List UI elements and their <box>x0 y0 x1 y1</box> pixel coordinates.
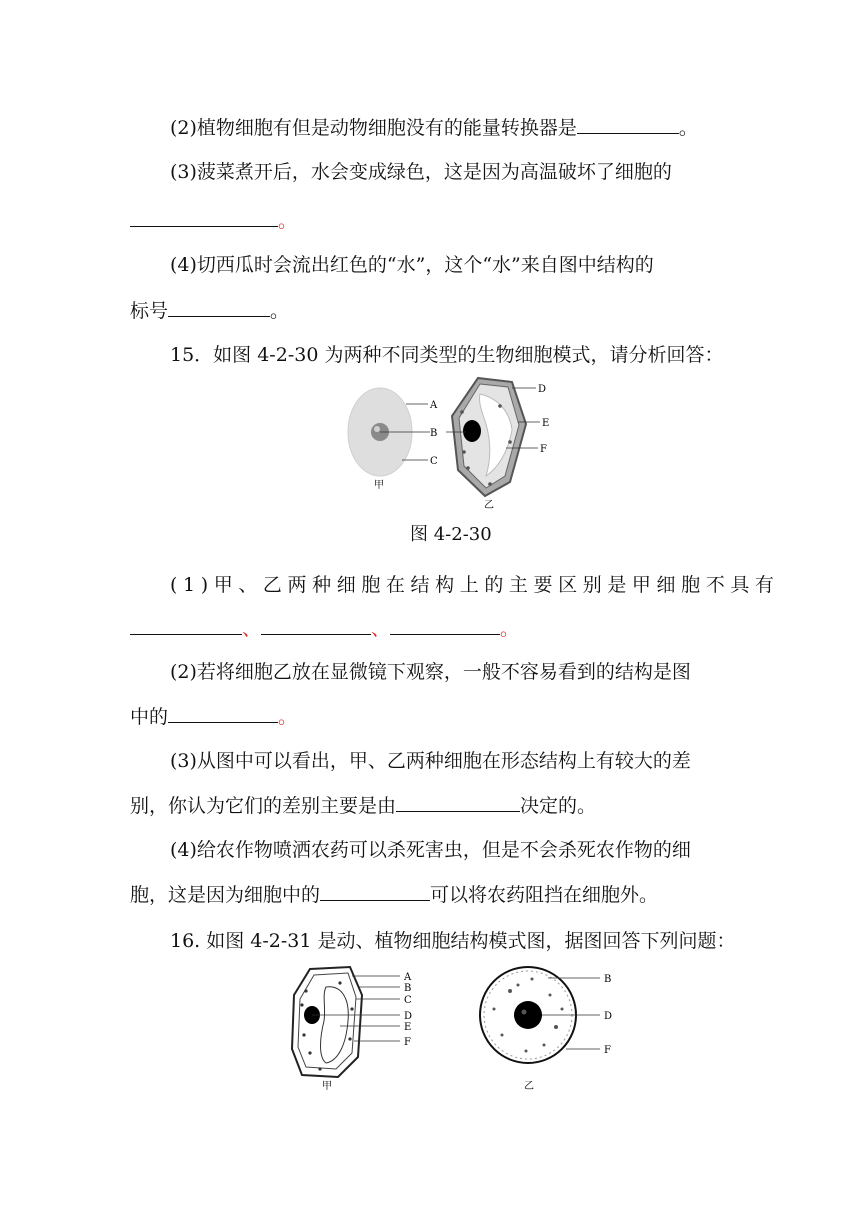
animal-cell-yi <box>480 967 612 1092</box>
figure-4-2-31 <box>280 965 640 1095</box>
answer-blank-1[interactable] <box>130 616 242 635</box>
q15-4-text-2a: 胞，这是因为细胞中的 <box>130 884 321 906</box>
left-label-e: E <box>404 1022 412 1033</box>
q14-3-text: (3)菠菜煮开后，水会变成绿色，这是因为高温破坏了细胞的 <box>170 161 672 183</box>
period: 。 <box>500 618 520 640</box>
q15-2-line-2 <box>130 704 297 729</box>
answer-blank[interactable] <box>577 115 679 134</box>
left-label-f: F <box>404 1037 411 1048</box>
left-label-d: D <box>404 1011 413 1022</box>
label-c: C <box>430 456 438 467</box>
left-label-b: B <box>404 983 412 994</box>
q16-stem-text: 16. 如图 4-2-31 是动、植物细胞结构模式图，据图回答下列问题： <box>170 930 736 952</box>
q15-1-line-2 <box>130 616 519 641</box>
right-label-d: D <box>604 1011 613 1022</box>
q15-2-text-2: 中的 <box>130 706 169 728</box>
answer-blank[interactable] <box>168 298 270 317</box>
figure-4-2-30 <box>340 372 580 514</box>
q15-2-text: (2)若将细胞乙放在显微镜下观察，一般不容易看到的结构是图 <box>170 661 691 683</box>
label-a: A <box>430 400 438 411</box>
label-yi: 乙 <box>524 1081 534 1092</box>
q14-3-line-2 <box>130 208 297 233</box>
q15-1-line <box>170 573 780 597</box>
plant-cell-jia <box>292 967 412 1092</box>
q15-stem <box>170 343 723 367</box>
q15-stem-text: 15．如图 4-2-30 为两种不同类型的生物细胞模式，请分析回答： <box>170 344 724 366</box>
answer-blank[interactable] <box>130 208 278 227</box>
q15-4-text-2b: 可以将农药阻挡在细胞外。 <box>430 884 659 906</box>
label-jia: 甲 <box>322 1081 332 1092</box>
period: 。 <box>278 706 298 728</box>
label-f: F <box>540 444 547 455</box>
right-label-b: B <box>604 974 612 985</box>
period: 。 <box>278 210 298 232</box>
q15-3-line <box>170 749 691 773</box>
period: 。 <box>270 300 290 322</box>
left-label-c: C <box>404 995 412 1006</box>
q14-4-text: (4)切西瓜时会流出红色的“水”，这个“水”来自图中结构的 <box>170 254 654 276</box>
q14-2-line <box>170 115 698 140</box>
q14-4-text-2: 标号 <box>130 300 169 322</box>
q14-4-line-2 <box>130 298 289 323</box>
q15-2-line <box>170 660 691 684</box>
answer-blank[interactable] <box>168 704 278 723</box>
q15-3-text-2b: 决定的。 <box>520 795 597 817</box>
q15-4-line <box>170 838 691 862</box>
answer-blank[interactable] <box>320 882 430 901</box>
plant-cell-yi <box>452 378 526 496</box>
q14-2-text: (2)植物细胞有但是动物细胞没有的能量转换器是 <box>170 117 577 139</box>
period: 。 <box>678 117 698 139</box>
label-b: B <box>430 428 438 439</box>
q14-4-line <box>170 253 654 277</box>
answer-blank-3[interactable] <box>390 616 500 635</box>
q15-4-line-2 <box>130 882 658 907</box>
q15-3-text: (3)从图中可以看出，甲、乙两种细胞在形态结构上有较大的差 <box>170 750 691 772</box>
left-label-a: A <box>404 972 412 983</box>
separator: 、 <box>242 618 262 640</box>
q15-4-text: (4)给农作物喷洒农药可以杀死害虫，但是不会杀死农作物的细 <box>170 839 691 861</box>
q15-3-line-2 <box>130 793 596 818</box>
label-yi: 乙 <box>484 500 494 511</box>
q14-3-line <box>170 160 672 184</box>
q15-1-text: (1)甲、乙两种细胞在结构上的主要区别是甲细胞不具有 <box>170 574 780 596</box>
label-e: E <box>542 418 550 429</box>
separator: 、 <box>371 618 391 640</box>
figure-caption: 图 4-2-30 <box>410 524 492 545</box>
answer-blank-2[interactable] <box>261 616 371 635</box>
label-d: D <box>538 384 547 395</box>
label-jia: 甲 <box>374 480 384 491</box>
right-label-f: F <box>604 1045 611 1056</box>
q16-stem <box>170 929 736 953</box>
q15-3-text-2a: 别，你认为它们的差别主要是由 <box>130 795 397 817</box>
answer-blank[interactable] <box>396 793 520 812</box>
